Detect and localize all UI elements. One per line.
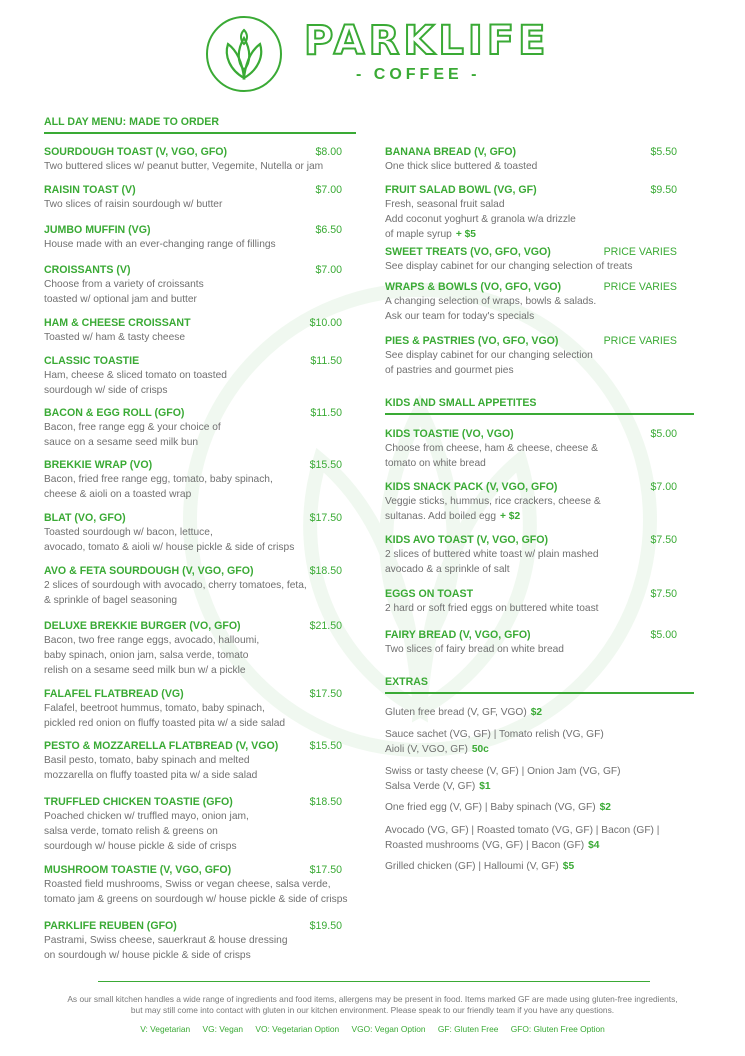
item-description	[385, 363, 677, 378]
item-description-text: Veggie sticks, hummus, rice crackers, cheese &	[385, 496, 601, 507]
extra-text: One fried egg (V, GF) | Baby spinach (VG, GF)	[385, 802, 596, 813]
item-name: BACON & EGG ROLL (GFO)	[44, 407, 185, 419]
menu-item-kids-avo-toast	[385, 534, 677, 577]
menu-item-kids-snack-pack	[385, 481, 677, 524]
item-description	[385, 494, 677, 509]
item-name: BLAT (VO, GFO)	[44, 512, 126, 524]
item-price: $5.00	[650, 428, 677, 440]
item-description	[385, 159, 677, 174]
item-description-text: Two slices of raisin sourdough w/ butter	[44, 199, 223, 210]
item-description-text: Roasted field mushrooms, Swiss or vegan cheese, salsa verde,	[44, 879, 331, 890]
section-divider	[385, 413, 694, 415]
item-description-text: Two buttered slices w/ peanut butter, Vegemite, Nutella or jam	[44, 161, 324, 172]
item-description-text: tomato jam & greens on sourdough w/ house pickle & side of crisps	[44, 894, 348, 905]
item-price: $15.50	[309, 740, 342, 752]
menu-item-pies-pastries	[385, 335, 677, 378]
item-description	[44, 648, 342, 663]
right-menu-column	[385, 146, 677, 386]
item-description-text: sultanas. Add boiled egg	[385, 511, 497, 522]
item-price: $7.00	[315, 184, 342, 196]
item-description	[385, 642, 677, 657]
item-name: PESTO & MOZZARELLA FLATBREAD (V, VGO)	[44, 740, 279, 752]
item-price: $11.50	[310, 355, 342, 367]
item-description-text: House made with an ever-changing range of fillings	[44, 239, 276, 250]
item-price: $7.00	[315, 264, 342, 276]
item-price: $19.50	[309, 920, 342, 932]
menu-item-raisin-toast	[44, 184, 342, 212]
item-description-text: Two slices of fairy bread on white bread	[385, 644, 564, 655]
item-name: HAM & CHEESE CROISSANT	[44, 317, 191, 329]
item-description-text: avocado, tomato & aioli w/ house pickle & side of crisps	[44, 542, 295, 553]
item-description	[44, 525, 342, 540]
legend-item: VGO: Vegan Option	[351, 1024, 426, 1034]
item-price: $9.50	[650, 184, 677, 196]
extra-item	[385, 859, 574, 874]
extra-text: Aioli (V, VGO, GF)	[385, 744, 468, 755]
menu-item-fairy-bread	[385, 629, 677, 657]
item-description	[44, 420, 342, 435]
item-name: FALAFEL FLATBREAD (VG)	[44, 688, 184, 700]
item-name: JUMBO MUFFIN (VG)	[44, 224, 151, 236]
menu-item-classic-toastie	[44, 355, 342, 398]
menu-item-kids-toastie	[385, 428, 677, 471]
item-name: CLASSIC TOASTIE	[44, 355, 140, 367]
extra-price: $2	[530, 707, 543, 718]
item-description	[44, 472, 342, 487]
item-name: MUSHROOM TOASTIE (V, VGO, GFO)	[44, 864, 232, 876]
item-description-text: & sprinkle of bagel seasoning	[44, 595, 178, 606]
item-name: WRAPS & BOWLS (VO, GFO, VGO)	[385, 281, 561, 293]
legend-item: VO: Vegetarian Option	[255, 1024, 340, 1034]
item-price: PRICE VARIES	[603, 281, 677, 293]
menu-item-sourdough-toast	[44, 146, 342, 174]
item-description-text: Choose from a variety of croissants	[44, 279, 204, 290]
menu-item-bacon-egg-roll	[44, 407, 342, 450]
item-description-text: sourdough w/ house pickle & side of crisps	[44, 841, 237, 852]
menu-item-sweet-treats	[385, 246, 677, 274]
item-name: BREKKIE WRAP (VO)	[44, 459, 153, 471]
brand-subtitle: - COFFEE -	[356, 66, 481, 83]
extra-line	[385, 859, 574, 874]
item-price: $18.50	[309, 796, 342, 808]
item-description	[44, 839, 342, 854]
item-name: KIDS SNACK PACK (V, VGO, GFO)	[385, 481, 558, 493]
item-description	[44, 330, 342, 345]
extra-text: Sauce sachet (VG, GF) | Tomato relish (VG, GF)	[385, 729, 604, 740]
item-name: BANANA BREAD (V, GFO)	[385, 146, 517, 158]
item-name: PIES & PASTRIES (VO, GFO, VGO)	[385, 335, 559, 347]
item-description	[385, 197, 677, 212]
extra-text: Avocado (VG, GF) | Roasted tomato (VG, GF) | Bacon (GF) |	[385, 825, 660, 836]
item-description-text: A changing selection of wraps, bowls & salads.	[385, 296, 597, 307]
item-price: $21.50	[309, 620, 342, 632]
item-description-text: Basil pesto, tomato, baby spinach and melted	[44, 755, 250, 766]
item-price: $18.50	[309, 565, 342, 577]
menu-item-croissants	[44, 264, 342, 307]
item-description-text: Fresh, seasonal fruit salad	[385, 199, 505, 210]
item-description-text: Ask our team for today's specials	[385, 311, 535, 322]
menu-item-pesto-mozzarella-flatbread	[44, 740, 342, 783]
item-description	[44, 809, 342, 824]
item-description	[385, 212, 677, 227]
item-description-text: Choose from cheese, ham & cheese, cheese &	[385, 443, 598, 454]
item-description-text: Ham, cheese & sliced tomato on toasted	[44, 370, 227, 381]
menu-item-avo-feta-sourdough	[44, 565, 342, 608]
item-name: KIDS TOASTIE (VO, VGO)	[385, 428, 514, 440]
item-description-text: tomato on white bread	[385, 458, 486, 469]
item-description	[385, 456, 677, 471]
extras-list	[385, 705, 705, 885]
item-description	[44, 892, 348, 907]
extras-heading: EXTRAS	[385, 676, 428, 688]
extra-line	[385, 705, 542, 720]
item-name: EGGS ON TOAST	[385, 588, 474, 600]
item-description-text: toasted w/ optional jam and butter	[44, 294, 197, 305]
item-description	[385, 309, 677, 324]
legend-item: V: Vegetarian	[140, 1024, 191, 1034]
menu-item-wraps-bowls	[385, 281, 677, 324]
item-description	[44, 237, 342, 252]
extra-item	[385, 800, 611, 815]
item-description	[44, 948, 342, 963]
section-divider	[385, 692, 694, 694]
item-description	[44, 663, 342, 678]
item-name: PARKLIFE REUBEN (GFO)	[44, 920, 177, 932]
item-description	[44, 435, 342, 450]
extra-text: Salsa Verde (V, GF)	[385, 781, 476, 792]
item-description	[385, 562, 677, 577]
item-name: RAISIN TOAST (V)	[44, 184, 136, 196]
extra-item	[385, 823, 659, 853]
extra-line	[385, 838, 659, 853]
menu-item-jumbo-muffin	[44, 224, 342, 252]
item-description-text: sourdough w/ side of crisps	[44, 385, 168, 396]
brand-name: PARKLIFE	[304, 18, 550, 64]
item-price: $5.00	[650, 629, 677, 641]
left-menu-column	[44, 146, 348, 976]
item-description	[385, 509, 677, 524]
item-description-text: mozzarella on fluffy toasted pita w/ a side salad	[44, 770, 258, 781]
item-description	[44, 753, 342, 768]
legend-item: GFO: Gluten Free Option	[510, 1024, 605, 1034]
item-description	[385, 294, 677, 309]
item-name: AVO & FETA SOURDOUGH (V, VGO, GFO)	[44, 565, 254, 577]
item-description	[44, 593, 342, 608]
item-description-text: 2 slices of sourdough with avocado, cherry tomatoes, feta,	[44, 580, 307, 591]
item-description	[44, 277, 342, 292]
extra-text: Roasted mushrooms (VG, GF) | Bacon (GF)	[385, 840, 585, 851]
item-price: $10.00	[309, 317, 342, 329]
extra-line	[385, 823, 659, 838]
all-day-menu-heading: ALL DAY MENU: MADE TO ORDER	[44, 116, 220, 128]
item-description	[44, 716, 342, 731]
footer-divider	[98, 981, 650, 982]
item-description	[385, 547, 677, 562]
item-name: CROISSANTS (V)	[44, 264, 131, 276]
item-description	[44, 933, 342, 948]
extra-price: $4	[588, 840, 600, 851]
menu-item-deluxe-brekkie-burger	[44, 620, 342, 678]
menu-item-parklife-reuben	[44, 920, 342, 963]
item-description-text: One thick slice buttered & toasted	[385, 161, 538, 172]
dietary-legend	[20, 1024, 725, 1034]
item-price: $17.50	[309, 688, 342, 700]
extra-line	[385, 727, 604, 742]
item-name: FAIRY BREAD (V, VGO, GFO)	[385, 629, 531, 641]
item-price: $8.00	[315, 146, 342, 158]
item-description	[44, 633, 342, 648]
allergen-disclaimer	[20, 994, 725, 1016]
item-description-text: Bacon, two free range eggs, avocado, halloumi,	[44, 635, 260, 646]
menu-item-truffled-chicken-toastie	[44, 796, 342, 854]
legend-item: GF: Gluten Free	[437, 1024, 499, 1034]
item-price: $6.50	[315, 224, 342, 236]
extra-price: 50c	[471, 744, 489, 755]
menu-item-mushroom-toastie	[44, 864, 348, 907]
menu-item-ham-cheese-croissant	[44, 317, 342, 345]
item-description-text: sauce on a sesame seed milk bun	[44, 437, 199, 448]
extra-line	[385, 800, 611, 815]
extra-item	[385, 727, 604, 757]
item-description	[44, 824, 342, 839]
item-description	[44, 197, 342, 212]
item-price: $11.50	[310, 407, 342, 419]
disclaimer-line: As our small kitchen handles a wide range of ingredients and food items, allergens may be present in food. Items marked GF are made using gluten-free ingredients,	[67, 994, 678, 1004]
item-description-text: Pastrami, Swiss cheese, sauerkraut & house dressing	[44, 935, 288, 946]
item-description-text: 2 hard or soft fried eggs on buttered white toast	[385, 603, 599, 614]
extra-line	[385, 764, 621, 779]
item-description-text: See display cabinet for our changing selection of treats	[385, 261, 633, 272]
item-price: $5.50	[650, 146, 677, 158]
item-description	[44, 487, 342, 502]
extra-text: Gluten free bread (V, GF, VGO)	[385, 707, 527, 718]
item-description-text: Bacon, fried free range egg, tomato, baby spinach,	[44, 474, 273, 485]
item-name: TRUFFLED CHICKEN TOASTIE (GFO)	[44, 796, 233, 808]
item-description-text: Poached chicken w/ truffled mayo, onion jam,	[44, 811, 249, 822]
item-description	[385, 348, 677, 363]
item-description	[385, 601, 677, 616]
extra-price: $2	[599, 802, 611, 813]
item-description	[44, 383, 342, 398]
item-description-text: on sourdough w/ house pickle & side of crisps	[44, 950, 251, 961]
kids-heading: KIDS AND SMALL APPETITES	[385, 397, 537, 409]
menu-item-brekkie-wrap	[44, 459, 342, 502]
item-description-text: pickled red onion on fluffy toasted pita w/ a side salad	[44, 718, 286, 729]
item-description	[44, 768, 342, 783]
menu-item-blat	[44, 512, 342, 555]
logo	[204, 14, 554, 100]
item-description-text: Add coconut yoghurt & granola w/a drizzle	[385, 214, 576, 225]
item-description	[385, 227, 677, 242]
menu-item-fruit-salad-bowl	[385, 184, 677, 242]
item-name: SOURDOUGH TOAST (V, VGO, GFO)	[44, 146, 228, 158]
item-description-text: relish on a sesame seed milk bun w/ a pickle	[44, 665, 246, 676]
menu-item-banana-bread	[385, 146, 677, 174]
item-description-text: cheese & aioli on a toasted wrap	[44, 489, 192, 500]
leaf-logo-icon	[204, 14, 290, 100]
item-price: $7.00	[650, 481, 677, 493]
item-description	[44, 292, 342, 307]
item-description-text: Toasted sourdough w/ bacon, lettuce,	[44, 527, 213, 538]
extra-item	[385, 764, 621, 794]
extra-line	[385, 742, 604, 757]
item-addon-price: + $2	[500, 511, 521, 522]
kids-menu-column	[385, 428, 677, 668]
item-price: $17.50	[309, 864, 342, 876]
item-price: $17.50	[309, 512, 342, 524]
section-divider	[44, 132, 356, 134]
extra-price: $1	[479, 781, 491, 792]
item-price: $15.50	[309, 459, 342, 471]
item-addon-price: + $5	[455, 229, 476, 240]
item-description-text: avocado & a sprinkle of salt	[385, 564, 510, 575]
item-description	[44, 159, 342, 174]
item-name: SWEET TREATS (VO, GFO, VGO)	[385, 246, 551, 258]
item-description	[44, 701, 342, 716]
item-description-text: 2 slices of buttered white toast w/ plain mashed	[385, 549, 599, 560]
item-name: KIDS AVO TOAST (V, VGO, GFO)	[385, 534, 549, 546]
item-description	[385, 441, 677, 456]
extra-line	[385, 779, 621, 794]
item-price: PRICE VARIES	[603, 246, 677, 258]
legend-item: VG: Vegan	[202, 1024, 244, 1034]
item-description-text: baby spinach, onion jam, salsa verde, tomato	[44, 650, 249, 661]
item-description-text: salsa verde, tomato relish & greens on	[44, 826, 218, 837]
item-description	[385, 259, 677, 274]
extra-text: Grilled chicken (GF) | Halloumi (V, GF)	[385, 861, 559, 872]
extra-item	[385, 705, 542, 720]
item-name: FRUIT SALAD BOWL (VG, GF)	[385, 184, 537, 196]
menu-item-falafel-flatbread	[44, 688, 342, 731]
item-description	[44, 540, 342, 555]
item-price: $7.50	[650, 588, 677, 600]
extra-text: Swiss or tasty cheese (V, GF) | Onion Jam (VG, GF)	[385, 766, 621, 777]
item-description-text: of maple syrup	[385, 229, 452, 240]
item-name: DELUXE BREKKIE BURGER (VO, GFO)	[44, 620, 241, 632]
disclaimer-line: but may still come into contact with gluten in our kitchen environment. Please speak to our friendly team if you have any questions.	[130, 1005, 615, 1015]
item-price: $7.50	[650, 534, 677, 546]
item-description	[44, 578, 342, 593]
item-description	[44, 368, 342, 383]
menu-item-eggs-on-toast	[385, 588, 677, 616]
item-description-text: Bacon, free range egg & your choice of	[44, 422, 221, 433]
extra-price: $5	[562, 861, 575, 872]
item-description	[44, 877, 342, 892]
item-description-text: See display cabinet for our changing selection	[385, 350, 593, 361]
item-price: PRICE VARIES	[603, 335, 677, 347]
item-description-text: Falafel, beetroot hummus, tomato, baby spinach,	[44, 703, 265, 714]
item-description-text: of pastries and gourmet pies	[385, 365, 514, 376]
item-description-text: Toasted w/ ham & tasty cheese	[44, 332, 185, 343]
